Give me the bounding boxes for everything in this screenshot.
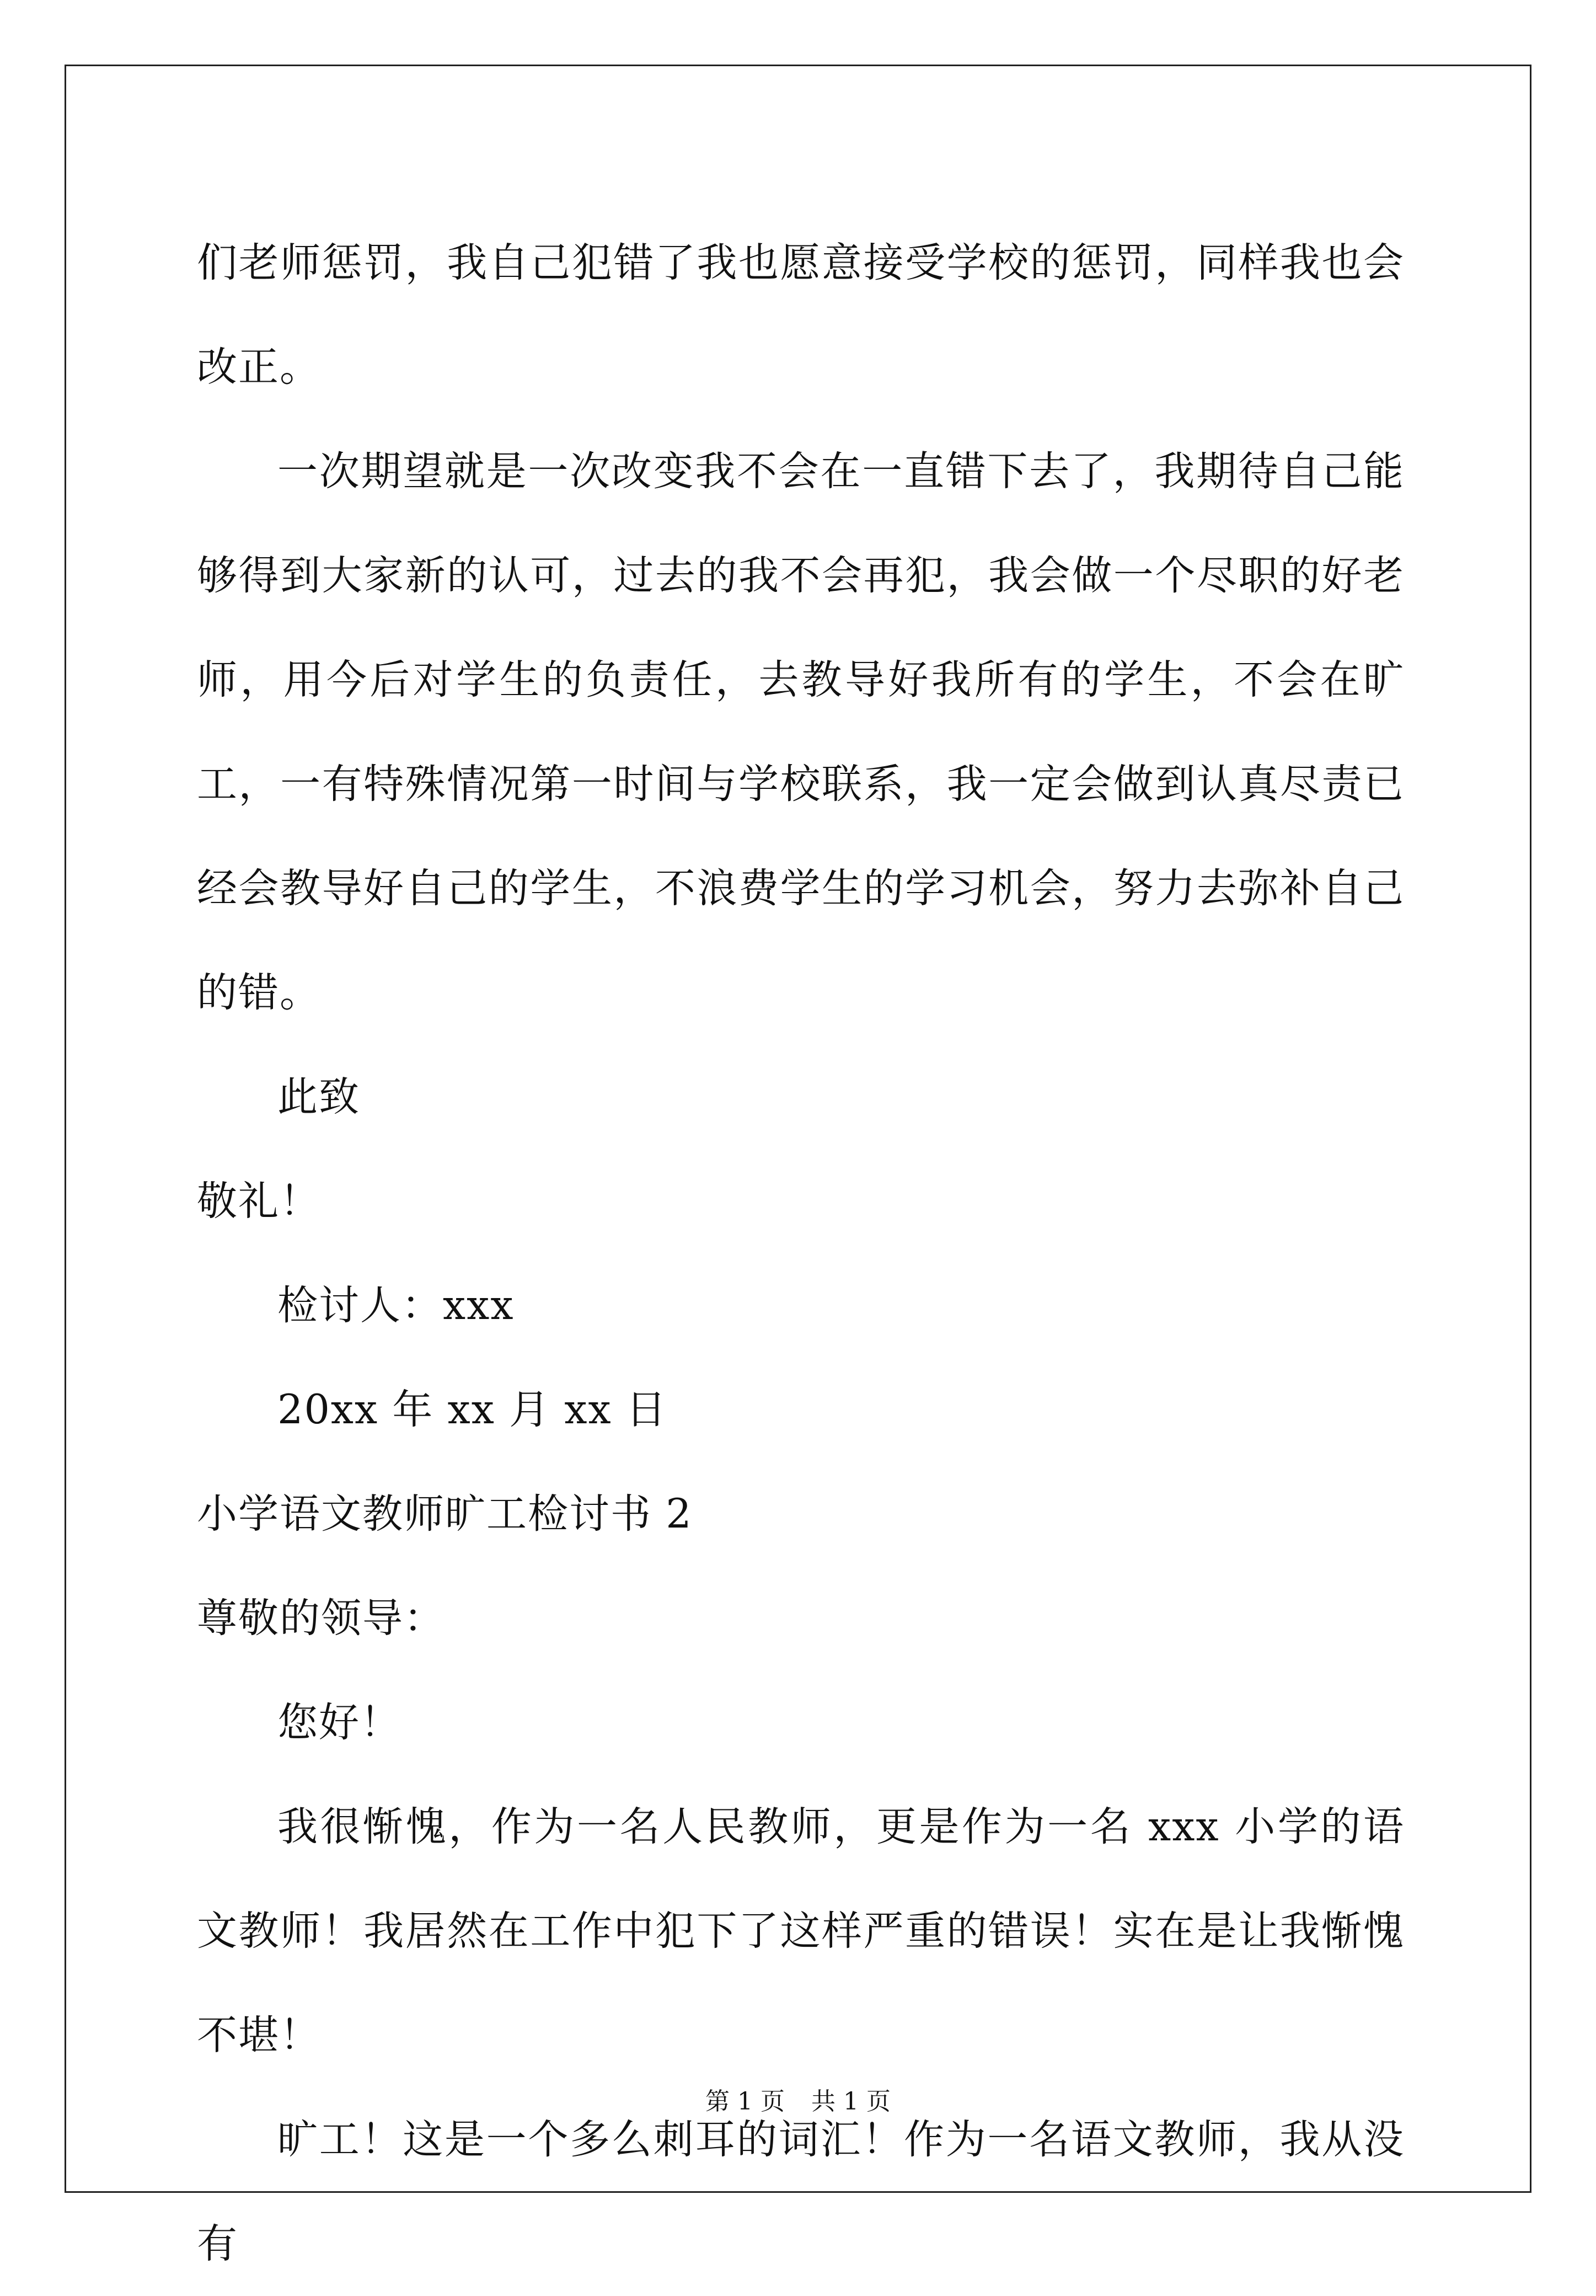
page-number-current: 第 1 页: [705, 2087, 785, 2116]
paragraph-continuation: 们老师惩罚，我自己犯错了我也愿意接受学校的惩罚，同样我也会改正。: [197, 239, 1405, 391]
paragraph-absence: 旷工！这是一个多么刺耳的词汇！作为一名语文教师，我从没有: [197, 2116, 1405, 2267]
section-title: 小学语文教师旷工检讨书 2: [197, 1491, 693, 1537]
signature-line: 检讨人：xxx: [277, 1282, 515, 1329]
page-number-total: 共 1 页: [811, 2087, 891, 2116]
paragraph-apology: 我很惭愧，作为一名人民教师，更是作为一名 xxx 小学的语文教师！我居然在工作中犯下了这样严重的错误！实在是让我惭愧不堪！: [197, 1803, 1405, 2059]
greeting-recipient: 尊敬的领导：: [197, 1595, 445, 1642]
closing-regards: 敬礼！: [197, 1178, 321, 1225]
page-footer: [0, 2085, 1596, 2118]
date-line: 20xx 年 xx 月 xx 日: [277, 1386, 667, 1433]
greeting-hello: 您好！: [277, 1699, 401, 1746]
paragraph-commitment: 一次期望就是一次改变我不会在一直错下去了，我期待自己能够得到大家新的认可，过去的我不会再犯，我会做一个尽职的好老师，用今后对学生的负责任，去教导好我所有的学生，不会在旷工，一有特殊情况第一时间与学校联系，我一定会做到认真尽责已经会教导好自己的学生，不浪费学生的学习机会，努力去弥补自己的错。: [197, 448, 1405, 1016]
document-body: [197, 211, 1405, 2296]
closing-salutation: 此致: [277, 1074, 360, 1120]
